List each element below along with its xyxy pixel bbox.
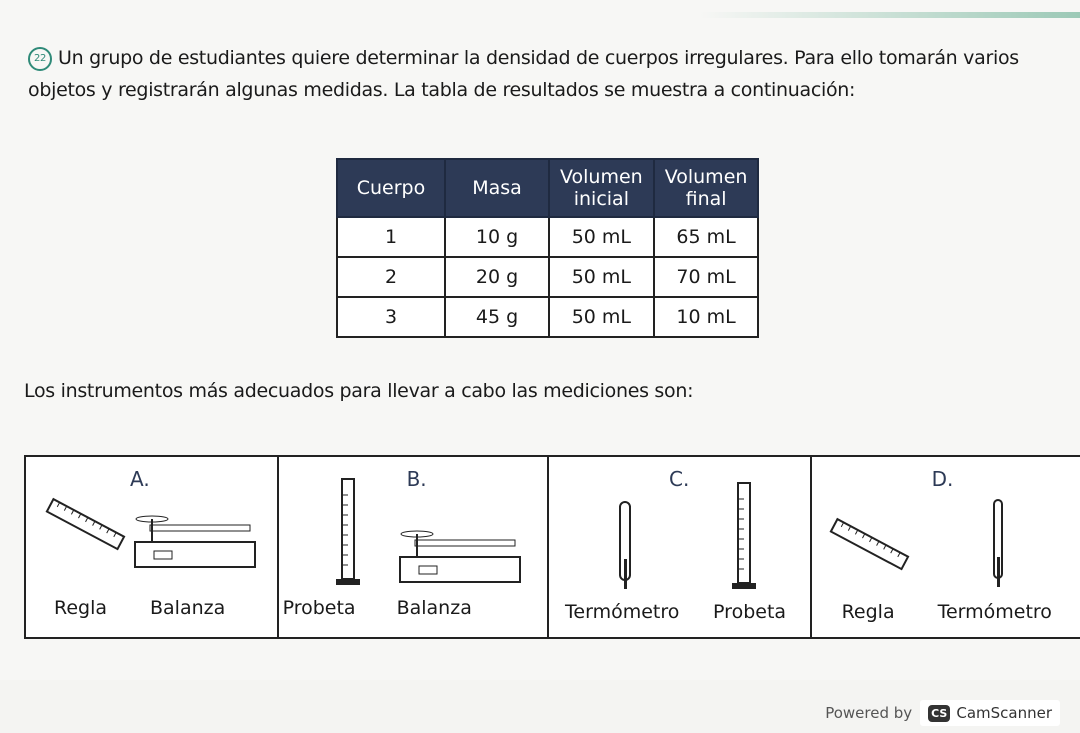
thermometer-icon [988, 497, 1008, 592]
question [28, 42, 1080, 106]
option-c[interactable] [549, 457, 812, 637]
option-a[interactable] [26, 457, 279, 637]
graduated-cylinder-icon [333, 475, 363, 590]
watermark-footer [825, 700, 1060, 726]
graduated-cylinder-icon [729, 479, 759, 594]
table-row [337, 257, 758, 297]
decorative-line [700, 12, 1080, 18]
option-item-label: Balanza [396, 597, 472, 619]
table-cell: 1 [337, 217, 445, 257]
prompt-text: Los instrumentos más adecuados para llevar a cabo las mediciones son: [24, 380, 694, 402]
option-b[interactable] [279, 457, 549, 637]
table-cell: 50 mL [549, 217, 654, 257]
table-row [337, 297, 758, 337]
option-item-label: Termómetro [937, 601, 1052, 623]
balance-icon [395, 522, 525, 587]
table-cell: 70 mL [654, 257, 759, 297]
balance-icon [130, 507, 260, 572]
option-letter: C. [669, 467, 690, 491]
table-cell: 50 mL [549, 257, 654, 297]
results-table [336, 158, 759, 338]
powered-by-text: Powered by [825, 704, 913, 722]
option-item-label: Termómetro [565, 601, 680, 623]
table-cell: 3 [337, 297, 445, 337]
answer-options [24, 455, 1080, 639]
table-row [337, 217, 758, 257]
option-item-label: Regla [841, 601, 895, 623]
table-cell: 45 g [445, 297, 549, 337]
option-letter: D. [931, 467, 954, 491]
table-cell: 10 mL [654, 297, 759, 337]
table-cell: 20 g [445, 257, 549, 297]
table-cell: 2 [337, 257, 445, 297]
question-number: 22 [28, 47, 52, 71]
ruler-icon [824, 515, 914, 575]
option-item-label: Balanza [150, 597, 226, 619]
column-header: Volumen final [654, 159, 759, 217]
option-d[interactable] [812, 457, 1080, 637]
table-cell: 50 mL [549, 297, 654, 337]
camscanner-badge [920, 700, 1060, 726]
column-header: Volumen inicial [549, 159, 654, 217]
ruler-icon [40, 495, 130, 555]
option-item-label: Regla [54, 597, 108, 619]
option-letter: A. [130, 467, 150, 491]
table-cell: 10 g [445, 217, 549, 257]
option-item-label: Probeta [282, 597, 356, 619]
thermometer-icon [615, 499, 635, 594]
brand-name: CamScanner [956, 704, 1052, 722]
option-item-label: Probeta [713, 601, 787, 623]
column-header: Masa [445, 159, 549, 217]
table-cell: 65 mL [654, 217, 759, 257]
camscanner-logo-icon: CS [928, 705, 950, 722]
table-header-row [337, 159, 758, 217]
column-header: Cuerpo [337, 159, 445, 217]
question-text: Un grupo de estudiantes quiere determinar la densidad de cuerpos irregulares. Para ello tomarán varios objetos y registrarán algunas medidas. La tabla de resultados se muestra a continuación: [28, 47, 1019, 101]
option-letter: B. [406, 467, 427, 491]
